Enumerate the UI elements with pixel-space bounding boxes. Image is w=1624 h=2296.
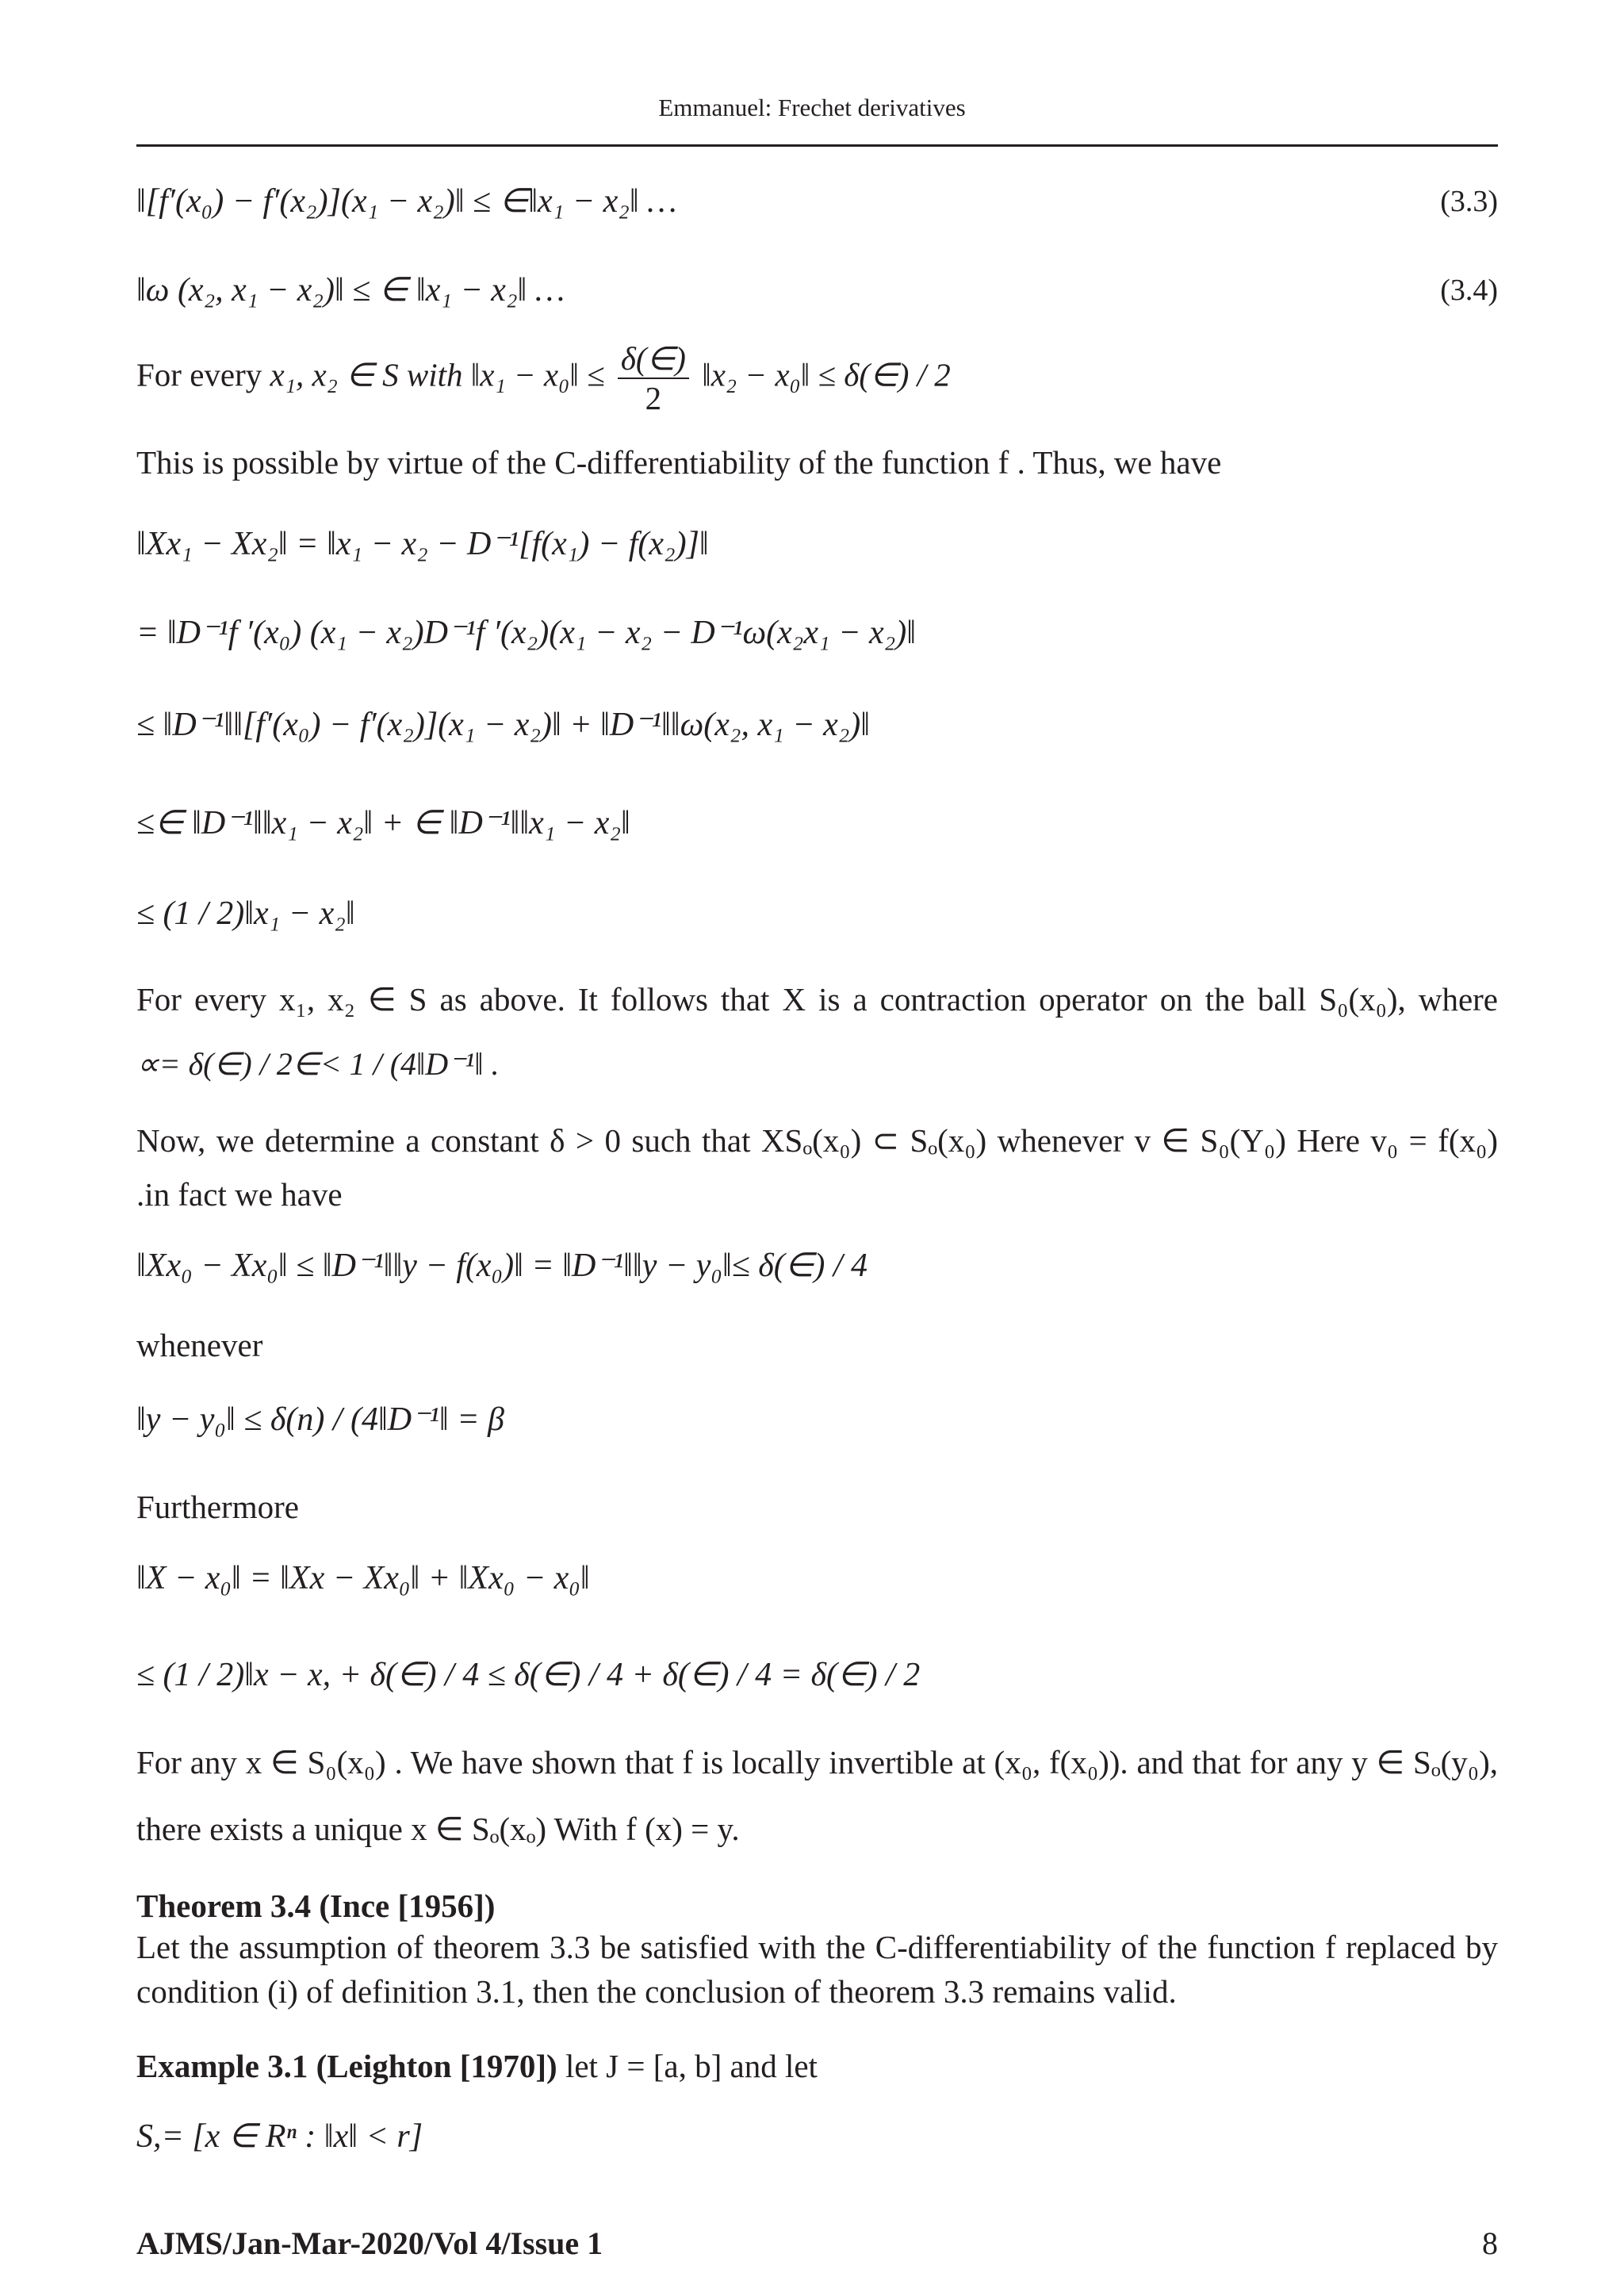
whenever-text: whenever (136, 1327, 263, 1363)
alpha-definition: ∝= δ(∈) / 2∈< 1 / (4‖D⁻¹‖ . (136, 1046, 500, 1082)
example-title: Example 3.1 (Leighton [1970]) (136, 2048, 557, 2084)
fraction-numerator: δ(∈) (618, 339, 689, 379)
example-line (136, 2044, 1498, 2088)
delta-fraction (618, 339, 689, 417)
for-every-condition (136, 339, 951, 417)
derivation-line-5: ≤ (1 / 2)‖x₁ − x₂‖ (136, 895, 355, 932)
determine-constant-text: Now, we determine a constant δ > 0 such that XSₒ(x₀) ⊂ Sₒ(x₀) whenever v ∈ S₀(Y₀) Here v₀ = f(x₀) (136, 1122, 1498, 1159)
derivation-line-7: ‖y − y₀‖ ≤ δ(n) / (4‖D⁻¹‖ = β (136, 1401, 504, 1438)
for-every-prefix: For every (136, 356, 262, 393)
derivation-line-2: = ‖D⁻¹f ′(x₀) (x₁ − x₂)D⁻¹f ′(x₂)(x₁ − x₂ − D⁻¹ω(x₂x₁ − x₂)‖ (136, 615, 917, 651)
journal-footer: AJMS/Jan-Mar-2020/Vol 4/Issue 1 (136, 2225, 603, 2261)
equation-3-3: ‖[f′(x₀) − f′(x₂)](x₁ − x₂)‖ ≤ ∈‖x₁ − x₂‖ … (136, 183, 677, 220)
header-rule (136, 144, 1498, 147)
set-definition: S,= [x ∈ Rⁿ : ‖x‖ < r] (136, 2118, 423, 2155)
for-every-math-a: x₁, x₂ ∈ S with ‖x₁ − x₀‖ ≤ (270, 356, 605, 393)
derivation-line-8: ‖X − x₀‖ = ‖Xx − Xx₀‖ + ‖Xx₀ − x₀‖ (136, 1560, 590, 1596)
derivation-line-4: ≤∈ ‖D⁻¹‖‖x₁ − x₂‖ + ∈ ‖D⁻¹‖‖x₁ − x₂‖ (136, 805, 630, 841)
derivation-line-3: ≤ ‖D⁻¹‖‖[f′(x₀) − f′(x₂)](x₁ − x₂)‖ + ‖D⁻¹‖‖ω(x₂, x₁ − x₂)‖ (136, 707, 871, 743)
for-every-math-b: ‖x₂ − x₀‖ ≤ δ(∈) / 2 (702, 356, 951, 393)
derivation-line-1: ‖Xx₁ − Xx₂‖ = ‖x₁ − x₂ − D⁻¹[f(x₁) − f(x₂)]‖ (136, 526, 709, 562)
in-fact-text: .in fact we have (136, 1176, 343, 1213)
example-body: let J = [a, b] and let (557, 2048, 818, 2084)
running-header: Emmanuel: Frechet derivatives (658, 94, 966, 121)
unique-existence-text: there exists a unique x ∈ Sₒ(xₒ) With f (x) = y. (136, 1811, 740, 1847)
furthermore-text: Furthermore (136, 1489, 299, 1525)
theorem-title: Theorem 3.4 (Ince [1956]) (136, 1888, 496, 1924)
for-any-text: For any x ∈ S₀(x₀) . We have shown that f is locally invertible at (x₀, f(x₀)). and that for any y ∈ Sₒ(y₀), (136, 1744, 1498, 1780)
contraction-text: For every x₁, x₂ ∈ S as above. It follows that X is a contraction operator on the ball S₀(x₀), where (136, 981, 1498, 1018)
derivation-line-6: ‖Xx₀ − Xx₀‖ ≤ ‖D⁻¹‖‖y − f(x₀)‖ = ‖D⁻¹‖‖y − y₀‖≤ δ(∈) / 4 (136, 1248, 868, 1284)
page-number: 8 (1482, 2225, 1498, 2261)
equation-number-3-4: (3.4) (1440, 274, 1498, 307)
derivation-line-9: ≤ (1 / 2)‖x − x, + δ(∈) / 4 ≤ δ(∈) / 4 + δ(∈) / 4 = δ(∈) / 2 (136, 1657, 921, 1693)
theorem-body: Let the assumption of theorem 3.3 be satisfied with the C-differentiability of the function f replaced by condition (i) of definition 3.1, then the conclusion of theorem 3.3 remains valid. (136, 1929, 1498, 2010)
fraction-denominator: 2 (645, 380, 662, 416)
equation-3-4: ‖ω (x₂, x₁ − x₂)‖ ≤ ∈ ‖x₁ − x₂‖ … (136, 272, 565, 309)
equation-number-3-3: (3.3) (1440, 185, 1498, 218)
c-differentiability-text: This is possible by virtue of the C-differentiability of the function f . Thus, we have (136, 444, 1222, 481)
